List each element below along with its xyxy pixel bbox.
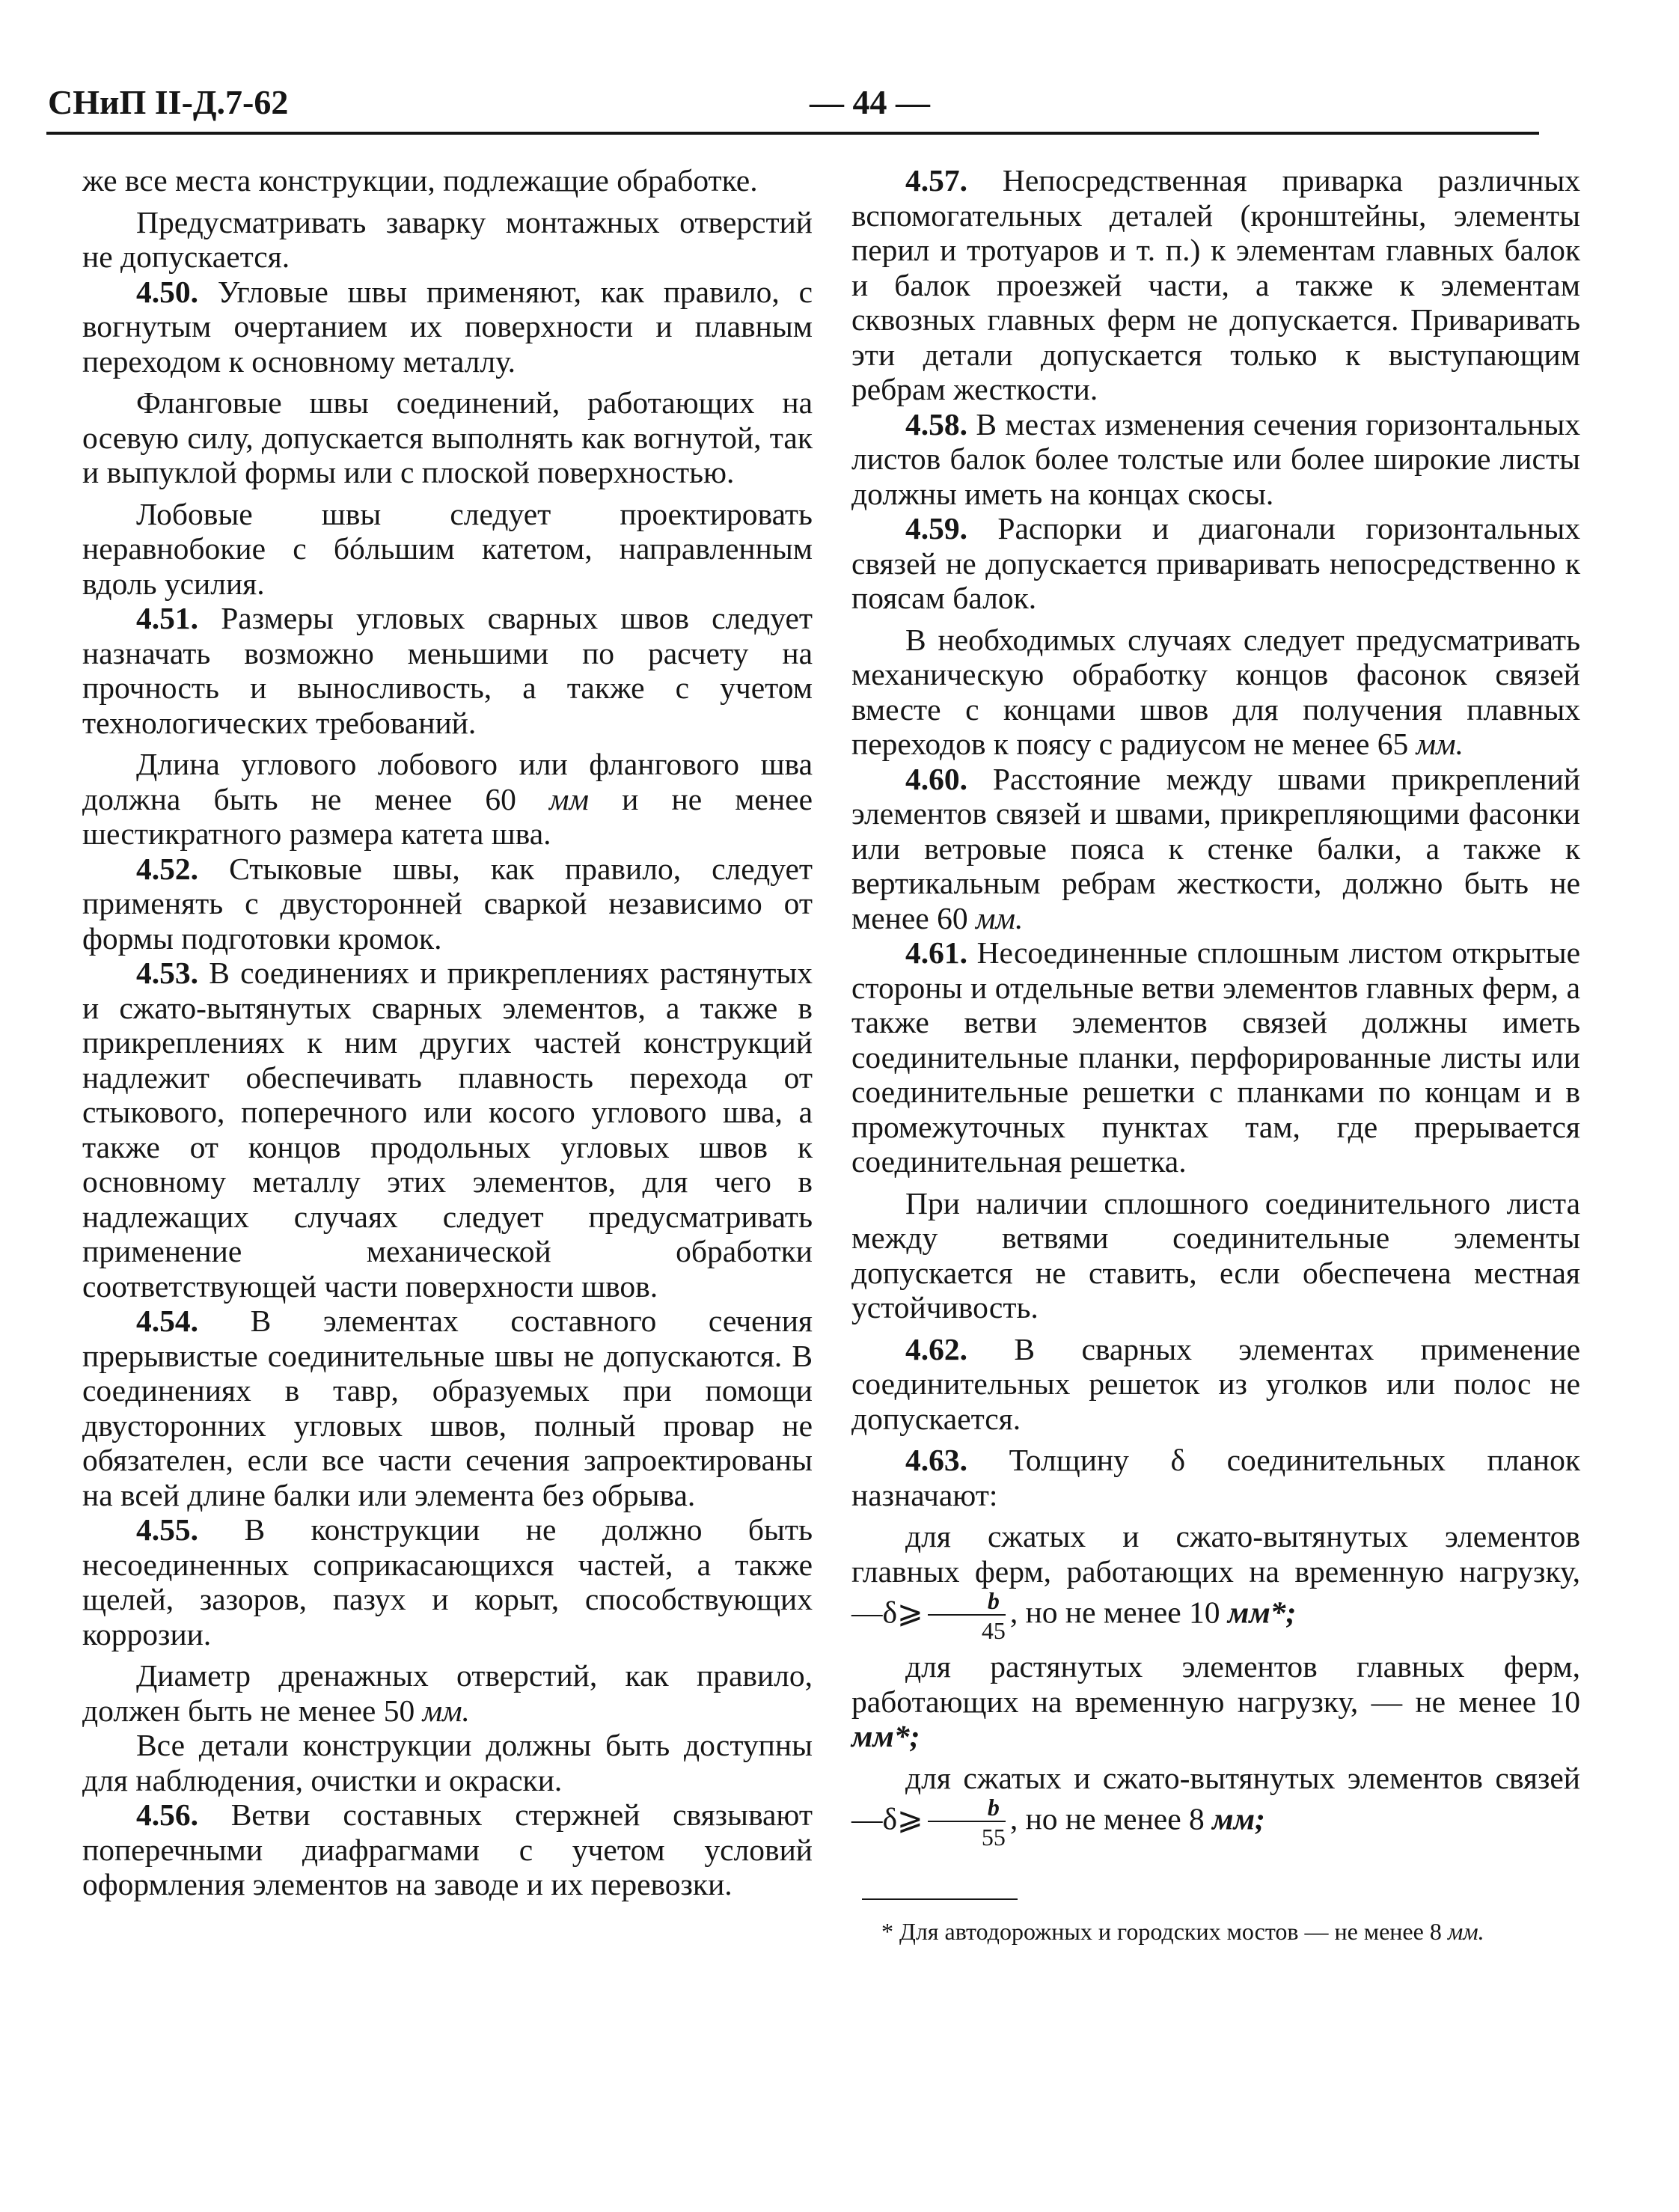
fraction-denominator: 55 xyxy=(981,1824,1006,1851)
list-item: для сжатых и сжато-вытянутых элементов связей —δ⩾ $\frac{b}{55}$ , но не менее 8 мм; xyxy=(851,1760,1580,1851)
footnote-rule xyxy=(862,1898,1018,1900)
paragraph: В необходимых случаях следует предусматривать механическую обработку концов фасонок связей вместе с концами швов для получения плавных переходов к поясу с радиусом не менее 65 мм. xyxy=(851,622,1580,761)
section-text: Непосредственная приварка различных вспомогательных деталей (кронштейны, элементы перил и тротуаров и т. п.) к элементам главных балок и балок проезжей части, а также к элементам сквозных главных ферм не допускается. Приваривать эти детали допускается только к выступающим ребрам жесткости. xyxy=(851,163,1580,406)
section-4-55 xyxy=(82,1512,813,1652)
section-4-50 xyxy=(82,275,813,379)
fraction-numerator: b xyxy=(928,1795,1006,1822)
section-number: 4.60. xyxy=(905,761,967,796)
section-number: 4.54. xyxy=(136,1304,198,1338)
section-4-61 xyxy=(851,935,1580,1179)
section-number: 4.63. xyxy=(905,1443,967,1477)
left-column xyxy=(82,163,813,1902)
section-number: 4.61. xyxy=(905,935,967,970)
paragraph: Длина углового лобового или флангового шва должна быть не менее 60 мм и не менее шестикратного размера катета шва. xyxy=(82,747,813,851)
paragraph: Лобовые швы следует проектировать неравнобокие с бóльшим катетом, направленным вдоль усилия. xyxy=(82,496,813,601)
paragraph: Диаметр дренажных отверстий, как правило, должен быть не менее 50 мм. xyxy=(82,1658,813,1728)
section-text: В элементах составного сечения прерывистые соединительные швы не допускаются. В соединениях в тавр, образуемых при помощи двусторонних угловых швов, полный провар не обязателен, если все части сечения запроектированы на всей длине балки или элемента без обрыва. xyxy=(82,1304,813,1512)
section-text: В сварных элементах применение соединительных решеток из уголков или полос не допускается. xyxy=(851,1331,1580,1436)
section-number: 4.62. xyxy=(905,1331,967,1366)
fraction xyxy=(928,1795,1006,1849)
section-number: 4.50. xyxy=(136,274,198,309)
section-4-58 xyxy=(851,407,1580,512)
paragraph: Фланговые швы соединений, работающих на осевую силу, допускается выполнять как вогнутой, так и выпуклой формы или с плоской поверхностью. xyxy=(82,385,813,489)
section-number: 4.52. xyxy=(136,851,198,886)
section-text: Толщину δ соединительных планок назначают: xyxy=(851,1443,1581,1512)
section-text: Расстояние между швами прикреплений элементов связей и швами, прикрепляющими фасонки или ветровые пояса к стенке балки, а также к вертикальным ребрам жесткости, должно быть не менее 60 xyxy=(851,761,1580,935)
paragraph: Предусматривать заварку монтажных отверстий не допускается. xyxy=(82,204,813,274)
unit-mm: мм*; xyxy=(851,1719,920,1753)
section-text: Размеры угловых сварных швов следует назначать возможно меньшими по расчету на прочность и выносливость, а также с учетом технологических требований. xyxy=(82,601,813,740)
section-4-60 xyxy=(851,762,1580,936)
section-number: 4.56. xyxy=(136,1797,198,1832)
paragraph: При наличии сплошного соединительного листа между ветвями соединительные элементы допускается не ставить, если обеспечена местная устойчивость. xyxy=(851,1185,1580,1325)
header-rule xyxy=(46,132,1539,135)
list-item: для растянутых элементов главных ферм, работающих на временную нагрузку, — не менее 10 мм*; xyxy=(851,1649,1580,1753)
section-4-52 xyxy=(82,852,813,956)
section-text: В местах изменения сечения горизонтальных листов балок более толстые или более широкие листы должны иметь на концах скосы. xyxy=(851,406,1580,511)
section-4-54 xyxy=(82,1304,813,1512)
section-number: 4.53. xyxy=(136,956,198,990)
section-4-59 xyxy=(851,511,1580,616)
section-number: 4.57. xyxy=(905,163,967,198)
list-item: для сжатых и сжато-вытянутых элементов главных ферм, работающих на временную нагрузку, —δ⩾ $\frac{b}{45}$ , но не менее 10 мм*; xyxy=(851,1519,1580,1644)
page-number: — 44 — xyxy=(810,83,930,121)
paragraph: же все места конструкции, подлежащие обработке. xyxy=(82,163,758,198)
section-number: 4.55. xyxy=(136,1512,198,1547)
section-text: Угловые швы применяют, как правило, с вогнутым очертанием их поверхности и плавным переходом к основному металлу. xyxy=(82,274,813,379)
section-4-51 xyxy=(82,601,813,740)
section-4-53 xyxy=(82,956,813,1304)
unit-mm: мм. xyxy=(1416,727,1464,761)
unit-mm: мм xyxy=(549,781,589,816)
section-number: 4.59. xyxy=(905,511,967,546)
unit-mm: мм. xyxy=(422,1693,470,1728)
section-text: В конструкции не должно быть несоединенных соприкасающихся частей, а также щелей, зазоров, пазух и корыт, способствующих коррозии. xyxy=(82,1512,813,1652)
section-number: 4.58. xyxy=(905,406,967,442)
unit-mm: мм. xyxy=(975,900,1024,935)
unit-mm: мм*; xyxy=(1227,1595,1297,1630)
section-4-63 xyxy=(851,1443,1580,1512)
section-text: Ветви составных стержней связывают поперечными диафрагмами с учетом условий оформления элементов на заводе и их перевозки. xyxy=(82,1797,813,1901)
section-4-57 xyxy=(851,163,1580,407)
unit-mm: мм. xyxy=(1447,1918,1484,1945)
footnote: * Для автодорожных и городских мостов — не менее 8 мм. xyxy=(881,1918,1484,1945)
section-text: Стыковые швы, как правило, следует применять с двусторонней сваркой независимо от формы подготовки кромок. xyxy=(82,851,813,956)
paragraph: Все детали конструкции должны быть доступны для наблюдения, очистки и окраски. xyxy=(82,1728,813,1797)
section-4-56 xyxy=(82,1797,813,1902)
section-text: Распорки и диагонали горизонтальных связей не допускается приваривать непосредственно к поясам балок. xyxy=(851,511,1580,615)
section-text: В соединениях и прикреплениях растянутых и сжато-вытянутых сварных элементов, а также в прикреплениях к ним других частей конструкций надлежит обеспечивать плавность перехода от стыкового, поперечного или косого углового шва, а также от концов продольных угловых швов к основному металлу этих элементов, для чего в надлежащих случаях следует предусматривать применение механической обработки соответствующей части поверхности швов. xyxy=(82,956,813,1304)
unit-mm: мм; xyxy=(1212,1801,1265,1836)
page-header xyxy=(46,75,1539,135)
document-code: СНиП II-Д.7-62 xyxy=(48,83,289,121)
section-number: 4.51. xyxy=(136,601,198,635)
fraction-denominator: 45 xyxy=(981,1617,1006,1644)
section-text: Несоединенные сплошным листом открытые стороны и отдельные ветви элементов главных ферм, а также ветви элементов связей должны иметь соединительные планки, перфорированные листы или соединительные решетки с планками по концам и в промежуточных пунктах там, где прерывается соединительная решетка. xyxy=(851,935,1581,1179)
fraction xyxy=(928,1589,1006,1643)
section-4-62 xyxy=(851,1332,1580,1437)
fraction-numerator: b xyxy=(928,1589,1006,1616)
right-column xyxy=(851,163,1580,1946)
